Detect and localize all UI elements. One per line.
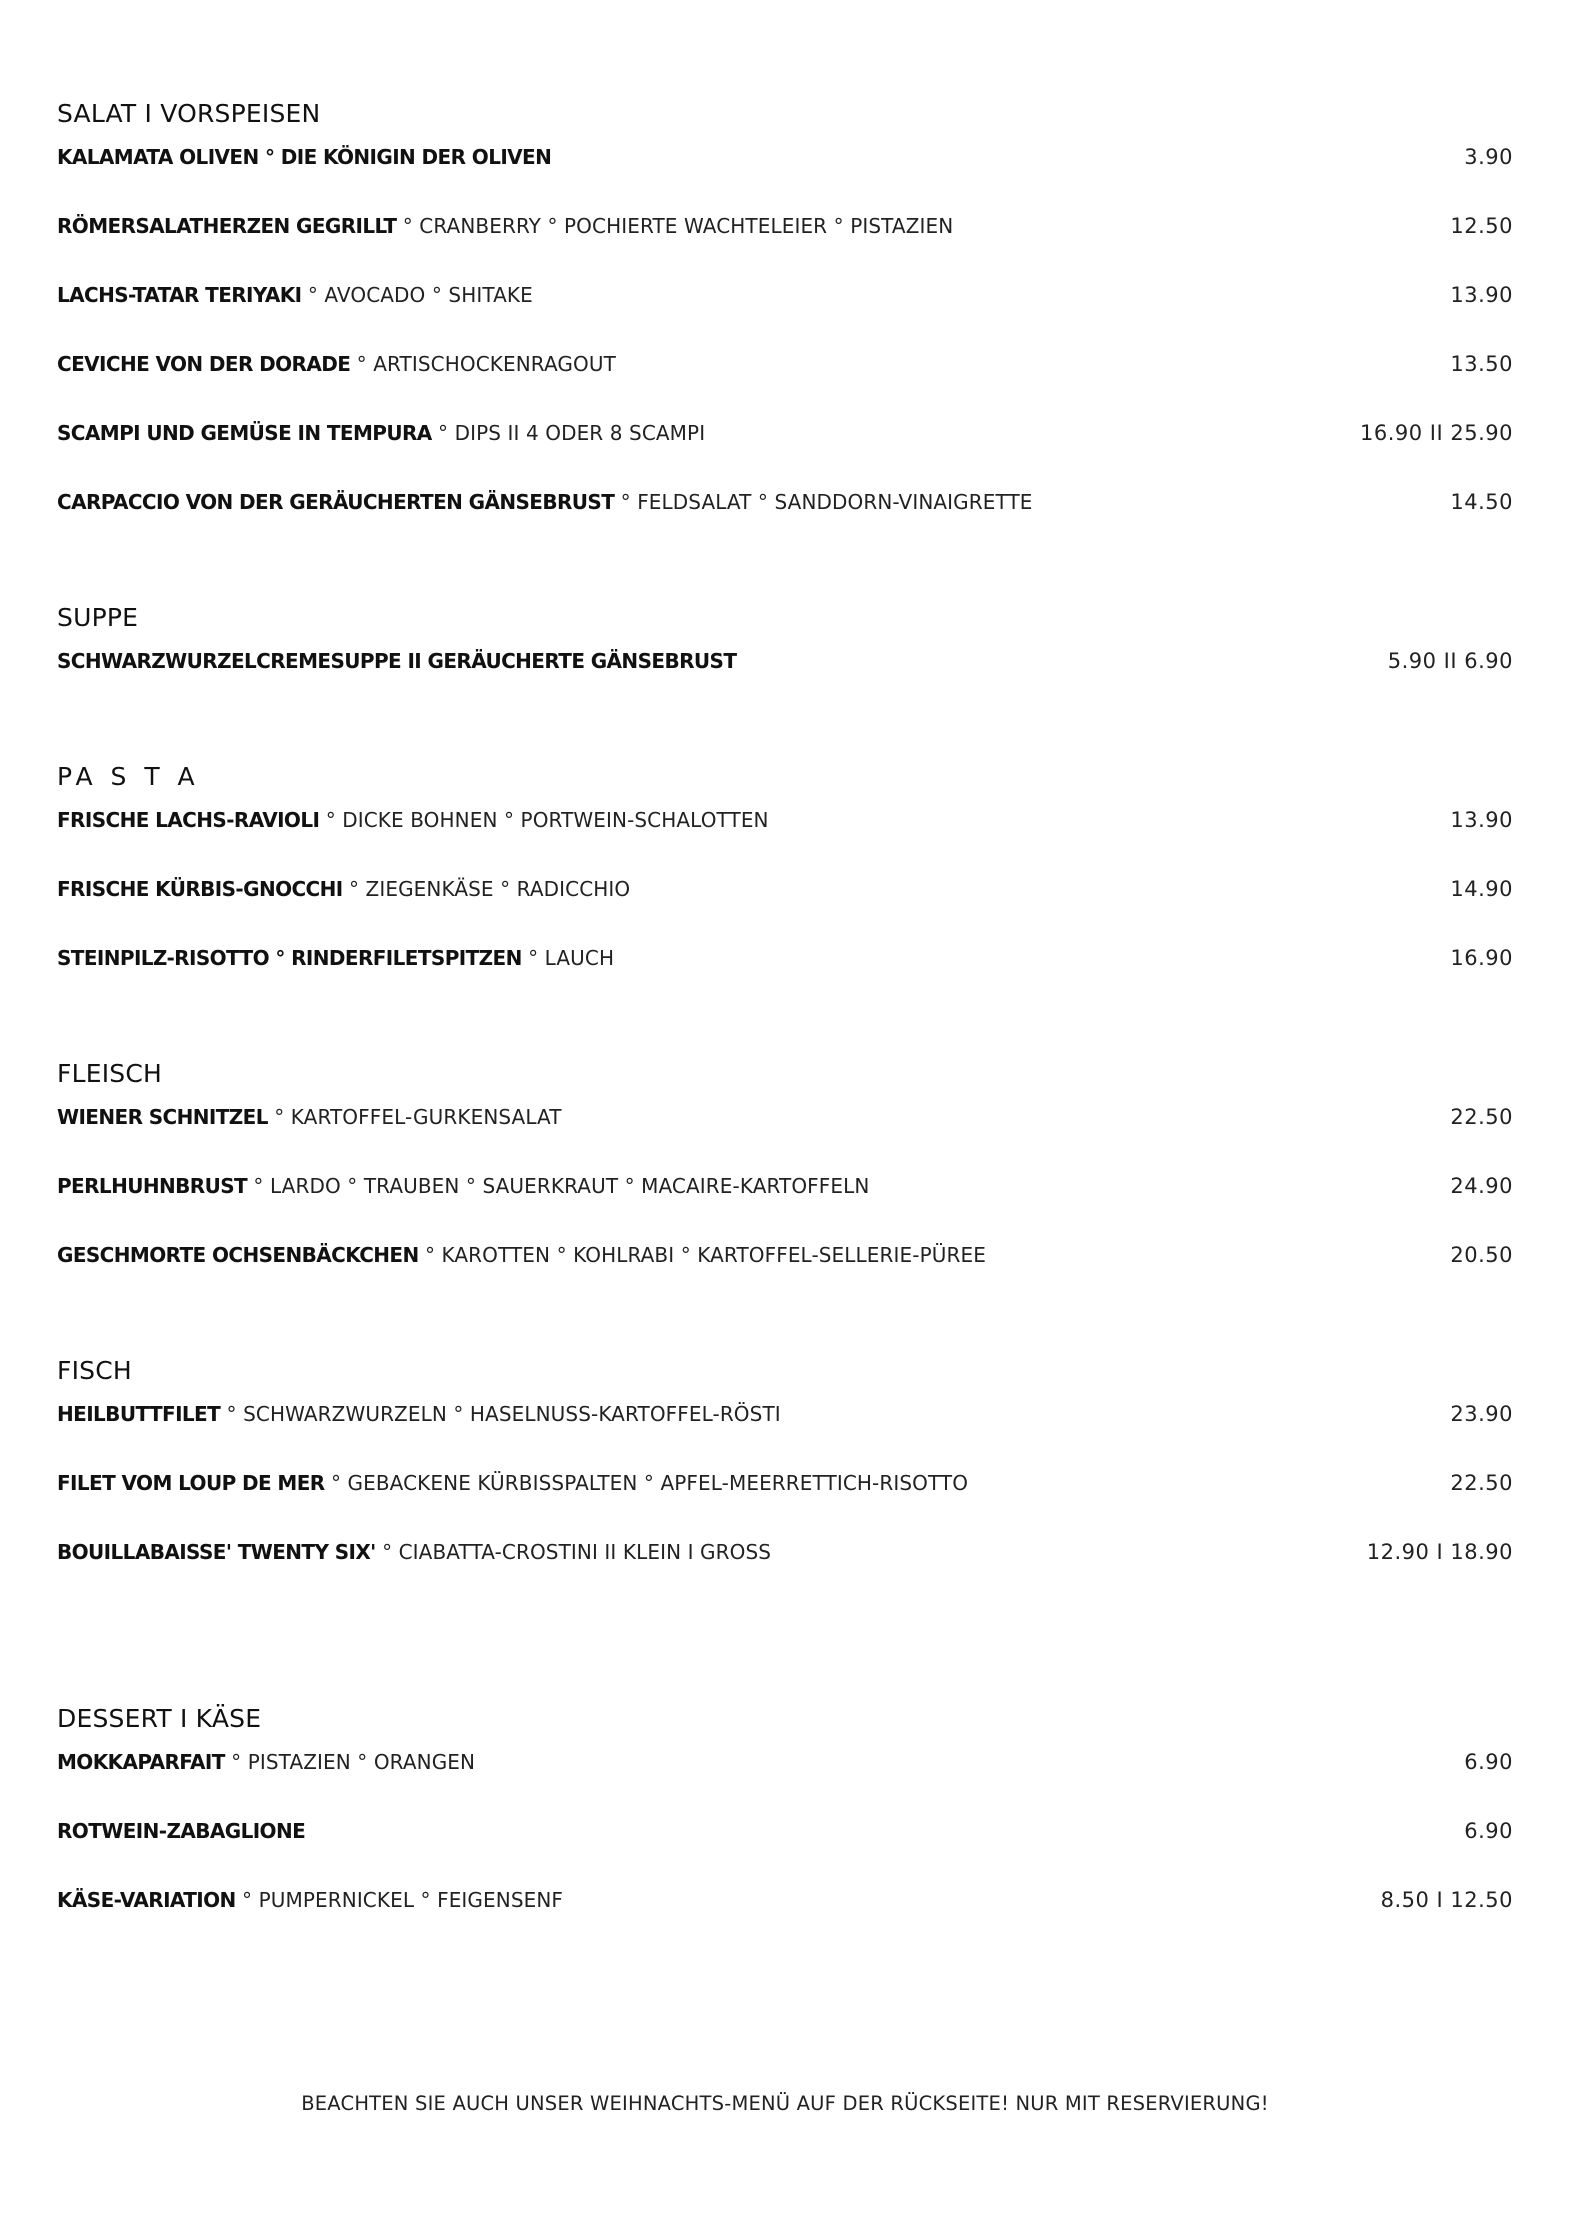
menu-item [57, 280, 1513, 349]
dish-price: 14.90 [1450, 877, 1513, 901]
dish-name: ROTWEIN-ZABAGLIONE [57, 1819, 306, 1843]
dish-name: WIENER SCHNITZEL [57, 1105, 268, 1129]
dish-description: ° PUMPERNICKEL ° FEIGENSENF [242, 1888, 564, 1912]
dish-name: SCHWARZWURZELCREMESUPPE II GERÄUCHERTE GÄNSEBRUST [57, 649, 737, 673]
section-spacer [57, 715, 1513, 759]
menu-item [57, 1399, 1513, 1468]
section-pasta [57, 759, 1513, 1012]
dish-description: ° AVOCADO ° SHITAKE [307, 283, 533, 307]
menu-item [57, 1816, 1513, 1885]
section-title: SUPPE [57, 603, 139, 632]
dish-price: 24.90 [1450, 1174, 1513, 1198]
section-spacer [57, 1309, 1513, 1353]
dish-price: 3.90 [1464, 145, 1513, 169]
menu-item [57, 487, 1513, 556]
dish-price: 23.90 [1450, 1402, 1513, 1426]
dish-name: FRISCHE LACHS-RAVIOLI [57, 808, 320, 832]
dish-price: 12.50 [1450, 214, 1513, 238]
section-suppe [57, 600, 1513, 715]
dish-price: 20.50 [1450, 1243, 1513, 1267]
dish-description: ° FELDSALAT ° SANDDORN-VINAIGRETTE [620, 490, 1033, 514]
menu-item [57, 1102, 1513, 1171]
section-title: SALAT I VORSPEISEN [57, 99, 321, 128]
dish-name: RÖMERSALATHERZEN GEGRILLT [57, 214, 397, 238]
dish-description: ° LARDO ° TRAUBEN ° SAUERKRAUT ° MACAIRE-KARTOFFELN [253, 1174, 870, 1198]
dish-price: 16.90 II 25.90 [1360, 421, 1513, 445]
dish-description: ° KAROTTEN ° KOHLRABI ° KARTOFFEL-SELLERIE-PÜREE [424, 1243, 986, 1267]
dish-price: 16.90 [1450, 946, 1513, 970]
menu-item [57, 805, 1513, 874]
section-dessert-kaese [57, 1701, 1513, 1954]
dish-description: ° DICKE BOHNEN ° PORTWEIN-SCHALOTTEN [325, 808, 769, 832]
menu-item [57, 1240, 1513, 1309]
dish-name: CARPACCIO VON DER GERÄUCHERTEN GÄNSEBRUST [57, 490, 615, 514]
section-spacer [57, 1606, 1513, 1701]
footer-note: BEACHTEN SIE AUCH UNSER WEIHNACHTS-MENÜ AUF DER RÜCKSEITE! NUR MIT RESERVIERUNG! [301, 2091, 1269, 2115]
menu-item [57, 1468, 1513, 1537]
section-fisch [57, 1353, 1513, 1606]
dish-price: 6.90 [1464, 1819, 1513, 1843]
menu-page [57, 96, 1513, 1954]
menu-item [57, 349, 1513, 418]
dish-description: ° ZIEGENKÄSE ° RADICCHIO [348, 877, 631, 901]
dish-name: SCAMPI UND GEMÜSE IN TEMPURA [57, 421, 432, 445]
dish-price: 13.90 [1450, 808, 1513, 832]
section-spacer [57, 1012, 1513, 1056]
menu-item [57, 646, 1513, 715]
menu-item [57, 142, 1513, 211]
dish-name: PERLHUHNBRUST [57, 1174, 248, 1198]
dish-description: ° CRANBERRY ° POCHIERTE WACHTELEIER ° PISTAZIEN [402, 214, 954, 238]
dish-name: CEVICHE VON DER DORADE [57, 352, 351, 376]
dish-description: ° ARTISCHOCKENRAGOUT [356, 352, 616, 376]
menu-item [57, 418, 1513, 487]
menu-item [57, 874, 1513, 943]
dish-name: KÄSE-VARIATION [57, 1888, 236, 1912]
menu-item [57, 1171, 1513, 1240]
section-spacer [57, 556, 1513, 600]
dish-description: ° PISTAZIEN ° ORANGEN [231, 1750, 476, 1774]
dish-name: STEINPILZ-RISOTTO ° RINDERFILETSPITZEN [57, 946, 522, 970]
menu-item [57, 943, 1513, 1012]
menu-item [57, 1885, 1513, 1954]
dish-description: ° SCHWARZWURZELN ° HASELNUSS-KARTOFFEL-RÖSTI [226, 1402, 781, 1426]
dish-name: BOUILLABAISSE' TWENTY SIX' [57, 1540, 376, 1564]
dish-name: LACHS-TATAR TERIYAKI [57, 283, 302, 307]
section-salat-vorspeisen [57, 96, 1513, 556]
dish-name: KALAMATA OLIVEN ° DIE KÖNIGIN DER OLIVEN [57, 145, 552, 169]
dish-description: ° KARTOFFEL-GURKENSALAT [274, 1105, 562, 1129]
dish-description: ° LAUCH [528, 946, 615, 970]
section-title: PA S T A [57, 762, 200, 791]
section-title: FISCH [57, 1356, 132, 1385]
menu-item [57, 1537, 1513, 1606]
dish-price: 14.50 [1450, 490, 1513, 514]
dish-price: 22.50 [1450, 1105, 1513, 1129]
dish-name: FRISCHE KÜRBIS-GNOCCHI [57, 877, 343, 901]
dish-description: ° DIPS II 4 ODER 8 SCAMPI [438, 421, 706, 445]
dish-name: GESCHMORTE OCHSENBÄCKCHEN [57, 1243, 419, 1267]
dish-name: FILET VOM LOUP DE MER [57, 1471, 325, 1495]
dish-price: 5.90 II 6.90 [1387, 649, 1513, 673]
dish-price: 13.90 [1450, 283, 1513, 307]
menu-item [57, 211, 1513, 280]
section-fleisch [57, 1056, 1513, 1309]
dish-price: 13.50 [1450, 352, 1513, 376]
dish-price: 8.50 I 12.50 [1380, 1888, 1513, 1912]
dish-price: 12.90 I 18.90 [1366, 1540, 1513, 1564]
dish-name: HEILBUTTFILET [57, 1402, 221, 1426]
menu-item [57, 1747, 1513, 1816]
dish-description: ° CIABATTA-CROSTINI II KLEIN I GROSS [382, 1540, 772, 1564]
dish-price: 22.50 [1450, 1471, 1513, 1495]
section-title: FLEISCH [57, 1059, 163, 1088]
dish-price: 6.90 [1464, 1750, 1513, 1774]
dish-name: MOKKAPARFAIT [57, 1750, 225, 1774]
dish-description: ° GEBACKENE KÜRBISSPALTEN ° APFEL-MEERRETTICH-RISOTTO [330, 1471, 969, 1495]
section-title: DESSERT I KÄSE [57, 1704, 262, 1733]
